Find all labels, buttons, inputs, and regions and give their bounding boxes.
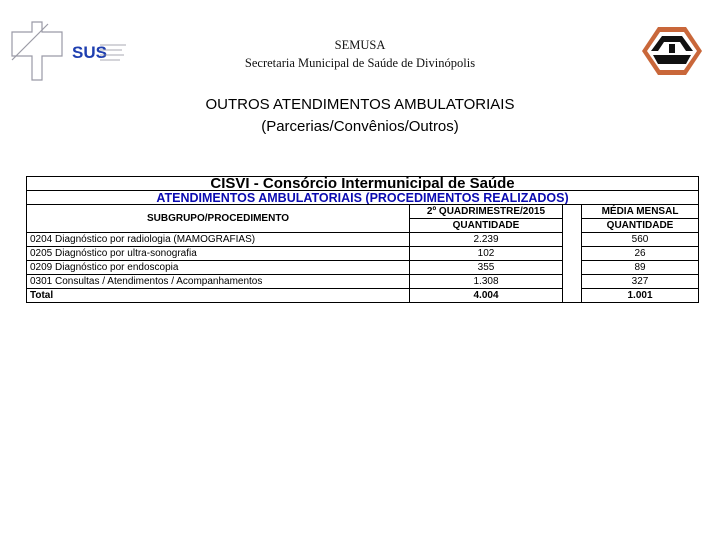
row-label: 0209 Diagnóstico por endoscopia bbox=[27, 261, 410, 275]
table-row bbox=[27, 275, 699, 289]
page-title: OUTROS ATENDIMENTOS AMBULATORIAIS bbox=[205, 96, 515, 113]
row-avg: 89 bbox=[582, 261, 699, 275]
total-label: Total bbox=[27, 289, 410, 303]
row-label: 0301 Consultas / Atendimentos / Acompanhamentos bbox=[27, 275, 410, 289]
col-header-avg: MÉDIA MENSAL bbox=[582, 205, 699, 219]
table-total-row bbox=[27, 289, 699, 303]
table-subtitle: ATENDIMENTOS AMBULATORIAIS (PROCEDIMENTOS REALIZADOS) bbox=[27, 191, 699, 205]
row-qty: 102 bbox=[410, 247, 563, 261]
row-avg: 327 bbox=[582, 275, 699, 289]
row-avg: 26 bbox=[582, 247, 699, 261]
row-qty: 1.308 bbox=[410, 275, 563, 289]
page-subtitle: (Parcerias/Convênios/Outros) bbox=[261, 118, 459, 135]
row-avg: 560 bbox=[582, 233, 699, 247]
row-label: 0205 Diagnóstico por ultra-sonografia bbox=[27, 247, 410, 261]
table-row bbox=[27, 261, 699, 275]
header-org: SEMUSA bbox=[334, 38, 386, 52]
row-qty: 2.239 bbox=[410, 233, 563, 247]
header-org-full: Secretaria Municipal de Saúde de Divinópolis bbox=[244, 56, 476, 70]
row-qty: 355 bbox=[410, 261, 563, 275]
table-row bbox=[27, 247, 699, 261]
sus-logo-text: SUS bbox=[72, 43, 107, 62]
table-subtitle-row bbox=[27, 191, 699, 205]
table-title: CISVI - Consórcio Intermunicipal de Saúde bbox=[27, 177, 699, 191]
column-gap bbox=[563, 205, 582, 303]
table-row bbox=[27, 233, 699, 247]
col-header-subgroup: SUBGRUPO/PROCEDIMENTO bbox=[27, 205, 410, 233]
total-qty: 4.004 bbox=[410, 289, 563, 303]
table-title-row bbox=[27, 177, 699, 191]
col-header-qty: QUANTIDADE bbox=[410, 219, 563, 233]
table-header-row bbox=[27, 205, 699, 219]
total-avg: 1.001 bbox=[582, 289, 699, 303]
procedures-table bbox=[26, 176, 699, 303]
col-header-qty: QUANTIDADE bbox=[582, 219, 699, 233]
col-header-period: 2º QUADRIMESTRE/2015 bbox=[410, 205, 563, 219]
row-label: 0204 Diagnóstico por radiologia (MAMOGRAFIAS) bbox=[27, 233, 410, 247]
